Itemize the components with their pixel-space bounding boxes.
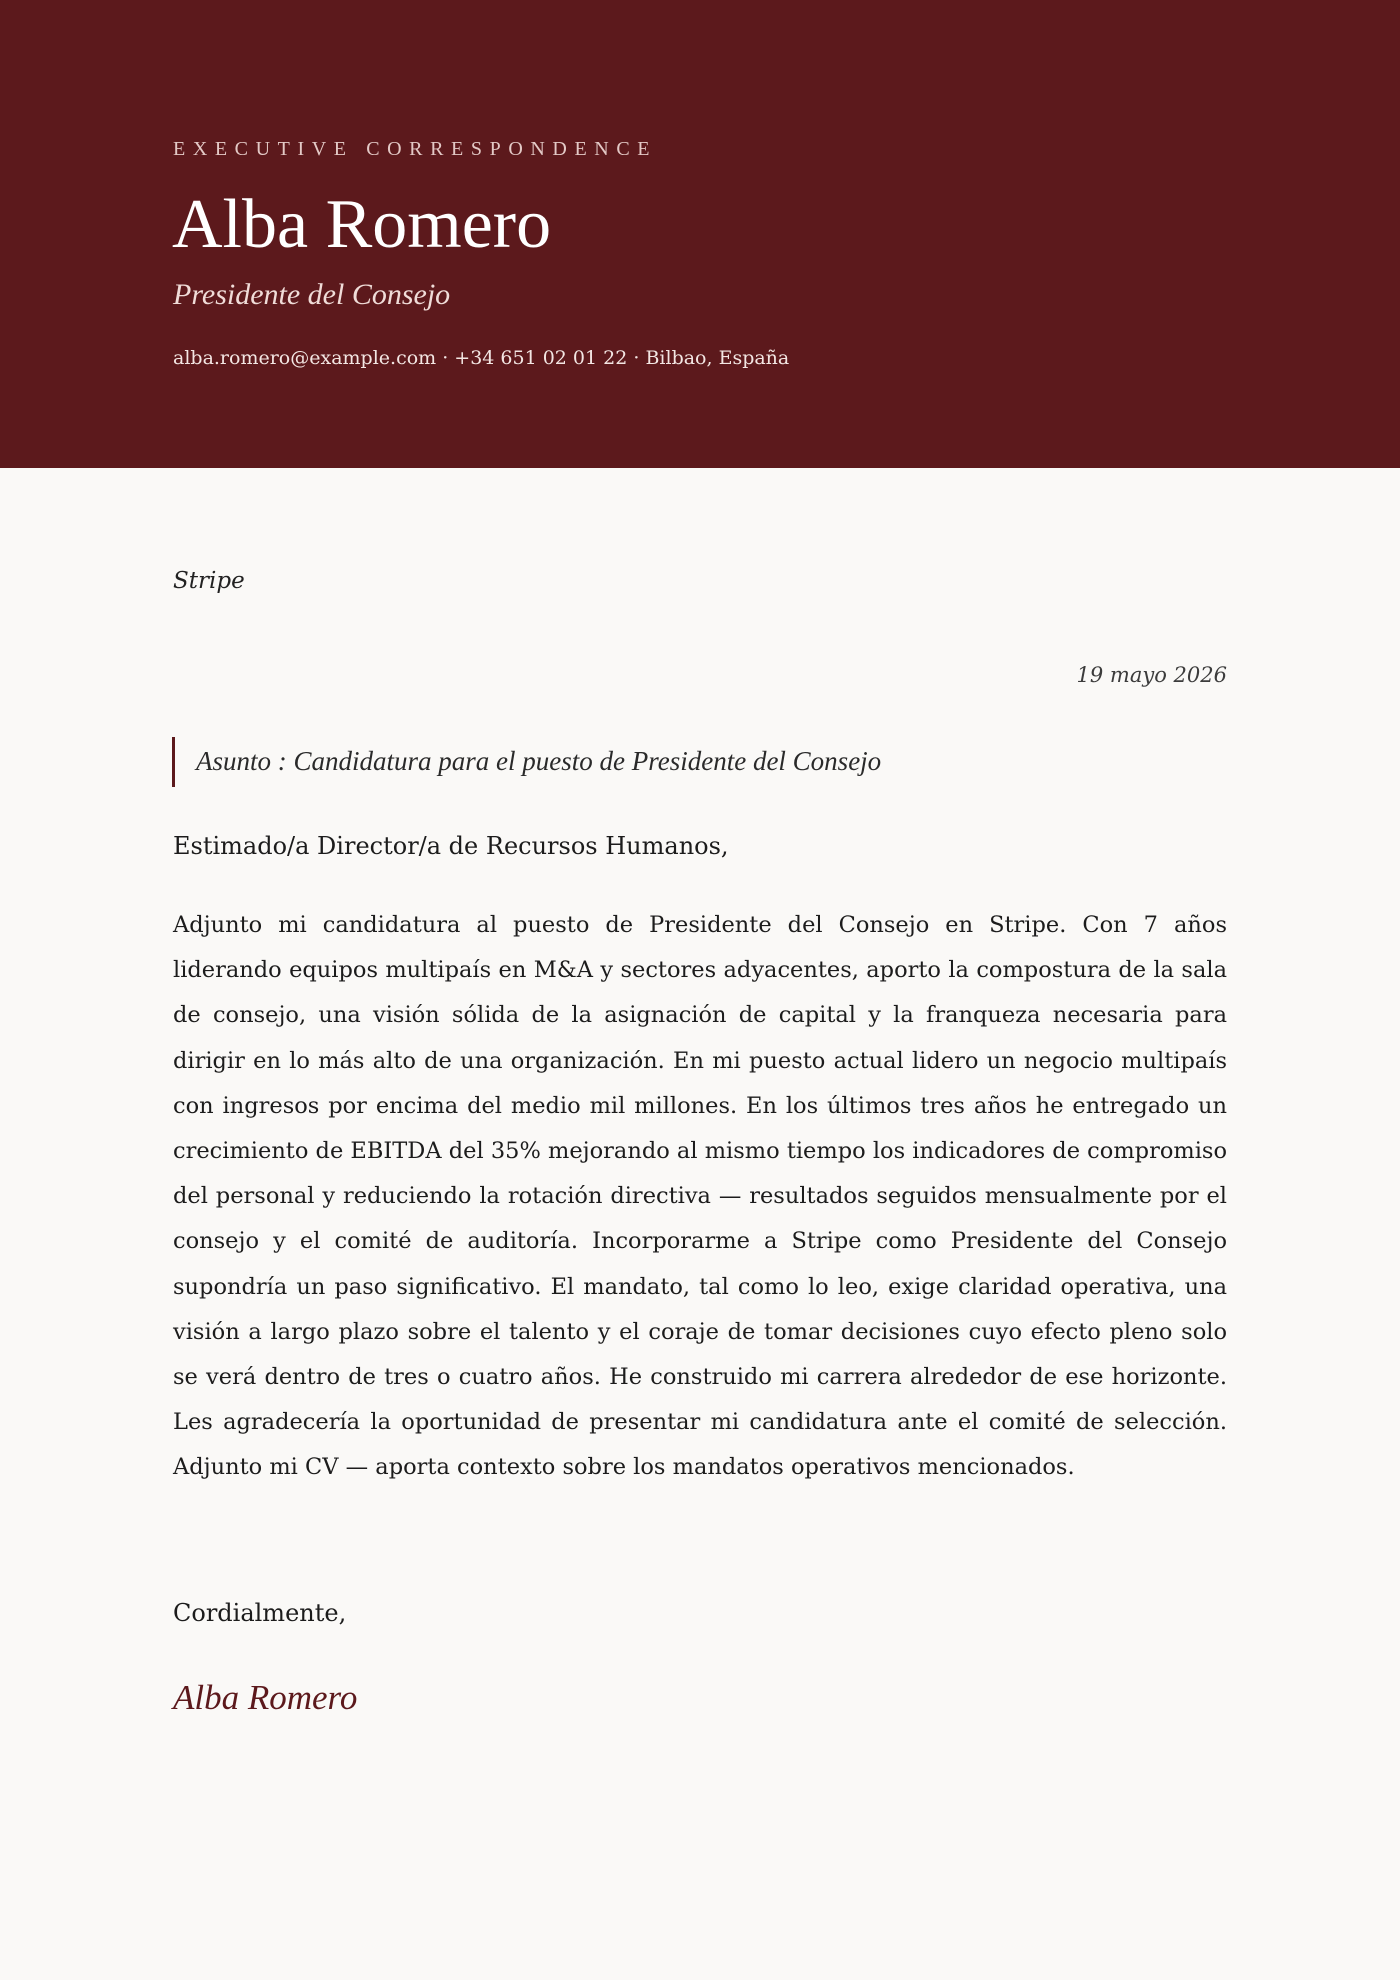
letterhead-banner	[0, 0, 1400, 468]
letter-body: Adjunto mi candidatura al puesto de Presidente del Consejo en Stripe. Con 7 años liderando equipos multipaís en M&A y sectores adyacentes, aporto la compostura de la sala de consejo, una visión sólida de la asignación de capital y la franqueza necesaria para dirigir en lo más alto de una organización. En mi puesto actual lidero un negocio multipaís con ingresos por encima del medio mil millones. En los últimos tres años he entregado un crecimiento de EBITDA del 35% mejorando al mismo tiempo los indicadores de compromiso del personal y reduciendo la rotación directiva — resultados seguidos mensualmente por el consejo y el comité de auditoría. Incorporarme a Stripe como Presidente del Consejo supondría un paso significativo. El mandato, tal como lo leo, exige claridad operativa, una visión a largo plazo sobre el talento y el coraje de tomar decisiones cuyo efecto pleno solo se verá dentro de tres o cuatro años. He construido mi carrera alrededor de ese horizonte. Les agradecería la oportunidad de presentar mi candidatura ante el comité de selección. Adjunto mi CV — aporta contexto sobre los mandatos operativos mencionados.	[173, 912, 1227, 1481]
letter-date: 19 mayo 2026	[1076, 663, 1227, 687]
sender-contact: alba.romero@example.com · +34 651 02 01 22 · Bilbao, España	[173, 347, 790, 369]
letterhead-eyebrow: EXECUTIVE CORRESPONDENCE	[173, 138, 658, 160]
closing: Cordialmente,	[173, 1599, 347, 1627]
salutation: Estimado/a Director/a de Recursos Humanos,	[173, 832, 729, 860]
sender-title: Presidente del Consejo	[173, 278, 451, 311]
recipient-company: Stripe	[173, 568, 245, 594]
subject-line	[172, 737, 881, 787]
signature: Alba Romero	[173, 1678, 358, 1717]
subject-text: Asunto : Candidatura para el puesto de Presidente del Consejo	[196, 746, 882, 776]
sender-name: Alba Romero	[172, 186, 552, 263]
